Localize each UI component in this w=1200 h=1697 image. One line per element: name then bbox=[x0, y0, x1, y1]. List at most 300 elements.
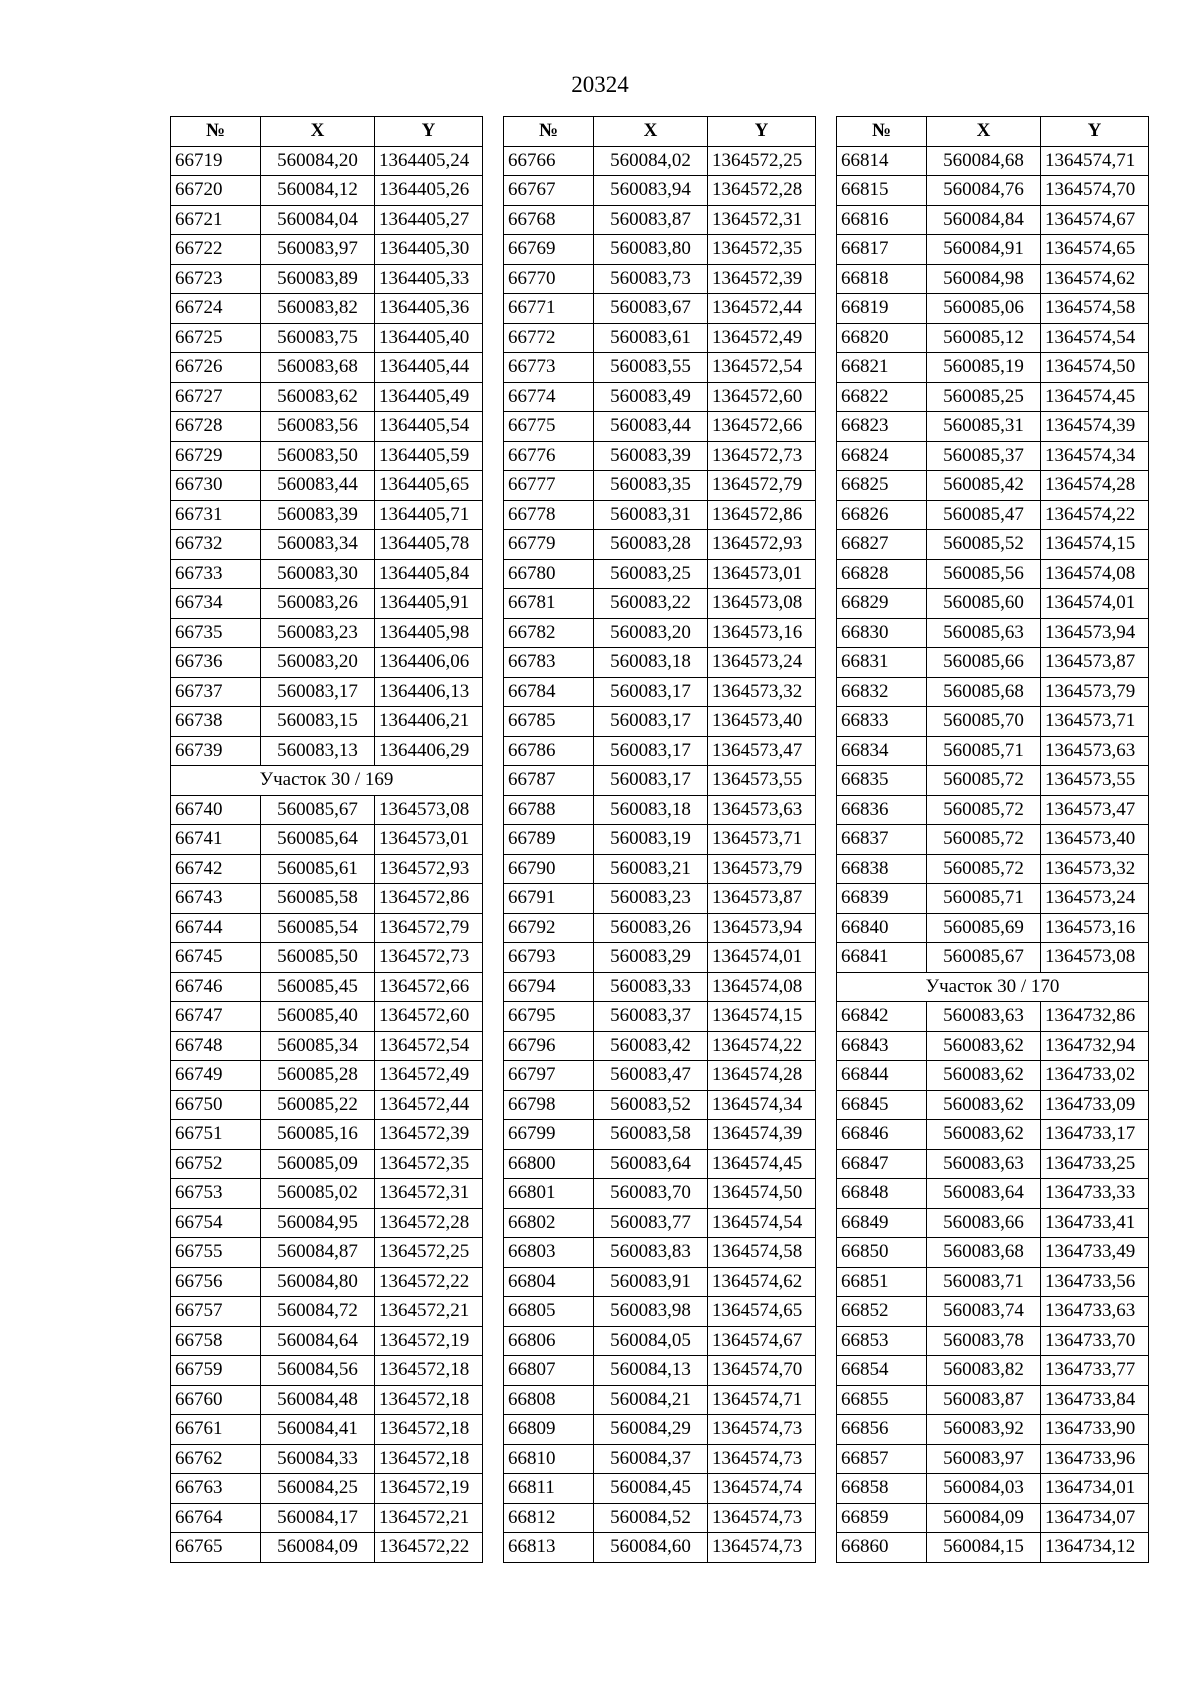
table-row bbox=[171, 1149, 483, 1179]
y-coordinate-cell: 1364733,84 bbox=[1041, 1385, 1149, 1415]
point-number-cell: 66835 bbox=[837, 766, 927, 796]
y-coordinate-cell: 1364572,79 bbox=[708, 471, 816, 501]
y-coordinate-cell: 1364406,13 bbox=[375, 677, 483, 707]
x-coordinate-cell: 560085,16 bbox=[261, 1120, 375, 1150]
table-row bbox=[171, 559, 483, 589]
x-coordinate-cell: 560083,19 bbox=[594, 825, 708, 855]
x-coordinate-cell: 560084,21 bbox=[594, 1385, 708, 1415]
x-coordinate-cell: 560083,62 bbox=[927, 1031, 1041, 1061]
point-number-cell: 66855 bbox=[837, 1385, 927, 1415]
x-coordinate-cell: 560083,61 bbox=[594, 323, 708, 353]
y-coordinate-cell: 1364572,49 bbox=[375, 1061, 483, 1091]
table-row bbox=[837, 1474, 1149, 1504]
point-number-cell: 66857 bbox=[837, 1444, 927, 1474]
x-coordinate-cell: 560083,15 bbox=[261, 707, 375, 737]
table-row bbox=[837, 1090, 1149, 1120]
table-row bbox=[837, 323, 1149, 353]
y-coordinate-cell: 1364733,33 bbox=[1041, 1179, 1149, 1209]
table-row bbox=[504, 648, 816, 678]
y-coordinate-cell: 1364574,58 bbox=[708, 1238, 816, 1268]
x-coordinate-cell: 560084,09 bbox=[927, 1503, 1041, 1533]
y-coordinate-cell: 1364574,62 bbox=[1041, 264, 1149, 294]
table-row bbox=[504, 795, 816, 825]
x-coordinate-cell: 560083,87 bbox=[594, 205, 708, 235]
y-coordinate-cell: 1364405,84 bbox=[375, 559, 483, 589]
point-number-cell: 66725 bbox=[171, 323, 261, 353]
x-coordinate-cell: 560084,17 bbox=[261, 1503, 375, 1533]
y-coordinate-cell: 1364574,71 bbox=[708, 1385, 816, 1415]
point-number-cell: 66729 bbox=[171, 441, 261, 471]
point-number-cell: 66822 bbox=[837, 382, 927, 412]
x-coordinate-cell: 560083,56 bbox=[261, 412, 375, 442]
x-coordinate-cell: 560083,17 bbox=[261, 677, 375, 707]
y-coordinate-cell: 1364574,22 bbox=[1041, 500, 1149, 530]
x-coordinate-cell: 560085,02 bbox=[261, 1179, 375, 1209]
x-coordinate-cell: 560085,52 bbox=[927, 530, 1041, 560]
table-row bbox=[171, 1120, 483, 1150]
x-coordinate-cell: 560084,29 bbox=[594, 1415, 708, 1445]
y-coordinate-cell: 1364574,58 bbox=[1041, 294, 1149, 324]
table-row bbox=[837, 530, 1149, 560]
point-number-cell: 66807 bbox=[504, 1356, 594, 1386]
point-number-cell: 66851 bbox=[837, 1267, 927, 1297]
point-number-cell: 66860 bbox=[837, 1533, 927, 1563]
y-coordinate-cell: 1364573,94 bbox=[708, 913, 816, 943]
y-coordinate-cell: 1364573,63 bbox=[1041, 736, 1149, 766]
x-coordinate-cell: 560085,61 bbox=[261, 854, 375, 884]
x-coordinate-cell: 560083,17 bbox=[594, 766, 708, 796]
section-label: Участок 30 / 170 bbox=[837, 972, 1149, 1002]
y-coordinate-cell: 1364574,73 bbox=[708, 1415, 816, 1445]
table-row bbox=[171, 1385, 483, 1415]
y-coordinate-cell: 1364572,39 bbox=[708, 264, 816, 294]
table-row bbox=[504, 1267, 816, 1297]
y-coordinate-cell: 1364405,30 bbox=[375, 235, 483, 265]
y-coordinate-cell: 1364572,28 bbox=[375, 1208, 483, 1238]
x-coordinate-cell: 560083,74 bbox=[927, 1297, 1041, 1327]
point-number-cell: 66795 bbox=[504, 1002, 594, 1032]
x-coordinate-cell: 560083,97 bbox=[261, 235, 375, 265]
y-coordinate-cell: 1364574,45 bbox=[708, 1149, 816, 1179]
point-number-cell: 66737 bbox=[171, 677, 261, 707]
x-coordinate-cell: 560083,77 bbox=[594, 1208, 708, 1238]
point-number-cell: 66787 bbox=[504, 766, 594, 796]
y-coordinate-cell: 1364574,15 bbox=[1041, 530, 1149, 560]
point-number-cell: 66744 bbox=[171, 913, 261, 943]
point-number-cell: 66841 bbox=[837, 943, 927, 973]
y-coordinate-cell: 1364574,54 bbox=[1041, 323, 1149, 353]
y-coordinate-cell: 1364573,47 bbox=[708, 736, 816, 766]
point-number-cell: 66846 bbox=[837, 1120, 927, 1150]
table-row bbox=[837, 1415, 1149, 1445]
point-number-cell: 66733 bbox=[171, 559, 261, 589]
table-row bbox=[837, 825, 1149, 855]
x-coordinate-cell: 560083,18 bbox=[594, 648, 708, 678]
point-number-cell: 66748 bbox=[171, 1031, 261, 1061]
table-row bbox=[504, 1238, 816, 1268]
point-number-cell: 66728 bbox=[171, 412, 261, 442]
point-number-cell: 66853 bbox=[837, 1326, 927, 1356]
y-coordinate-cell: 1364733,09 bbox=[1041, 1090, 1149, 1120]
header-x: X bbox=[261, 117, 375, 147]
point-number-cell: 66844 bbox=[837, 1061, 927, 1091]
table-row bbox=[171, 736, 483, 766]
point-number-cell: 66766 bbox=[504, 146, 594, 176]
y-coordinate-cell: 1364734,01 bbox=[1041, 1474, 1149, 1504]
y-coordinate-cell: 1364573,40 bbox=[708, 707, 816, 737]
y-coordinate-cell: 1364574,34 bbox=[708, 1090, 816, 1120]
table-row bbox=[837, 707, 1149, 737]
x-coordinate-cell: 560083,31 bbox=[594, 500, 708, 530]
y-coordinate-cell: 1364573,71 bbox=[1041, 707, 1149, 737]
x-coordinate-cell: 560083,47 bbox=[594, 1061, 708, 1091]
table-row bbox=[837, 795, 1149, 825]
point-number-cell: 66819 bbox=[837, 294, 927, 324]
point-number-cell: 66828 bbox=[837, 559, 927, 589]
table-row bbox=[837, 677, 1149, 707]
point-number-cell: 66773 bbox=[504, 353, 594, 383]
table-row bbox=[171, 913, 483, 943]
point-number-cell: 66767 bbox=[504, 176, 594, 206]
coordinate-table-1 bbox=[170, 116, 483, 1563]
point-number-cell: 66859 bbox=[837, 1503, 927, 1533]
y-coordinate-cell: 1364405,24 bbox=[375, 146, 483, 176]
point-number-cell: 66762 bbox=[171, 1444, 261, 1474]
y-coordinate-cell: 1364733,25 bbox=[1041, 1149, 1149, 1179]
table-row bbox=[504, 176, 816, 206]
y-coordinate-cell: 1364574,65 bbox=[1041, 235, 1149, 265]
header-number: № bbox=[837, 117, 927, 147]
point-number-cell: 66771 bbox=[504, 294, 594, 324]
y-coordinate-cell: 1364573,32 bbox=[1041, 854, 1149, 884]
table-row bbox=[837, 1179, 1149, 1209]
table-row bbox=[171, 412, 483, 442]
table-row bbox=[171, 1415, 483, 1445]
x-coordinate-cell: 560085,69 bbox=[927, 913, 1041, 943]
x-coordinate-cell: 560083,28 bbox=[594, 530, 708, 560]
y-coordinate-cell: 1364572,21 bbox=[375, 1297, 483, 1327]
y-coordinate-cell: 1364573,01 bbox=[708, 559, 816, 589]
header-y: Y bbox=[708, 117, 816, 147]
y-coordinate-cell: 1364574,73 bbox=[708, 1503, 816, 1533]
x-coordinate-cell: 560083,83 bbox=[594, 1238, 708, 1268]
y-coordinate-cell: 1364574,62 bbox=[708, 1267, 816, 1297]
table-row bbox=[171, 1297, 483, 1327]
x-coordinate-cell: 560083,64 bbox=[927, 1179, 1041, 1209]
x-coordinate-cell: 560083,17 bbox=[594, 707, 708, 737]
table-row bbox=[837, 589, 1149, 619]
table-row bbox=[837, 1031, 1149, 1061]
point-number-cell: 66755 bbox=[171, 1238, 261, 1268]
y-coordinate-cell: 1364405,65 bbox=[375, 471, 483, 501]
y-coordinate-cell: 1364572,21 bbox=[375, 1503, 483, 1533]
table-row bbox=[171, 825, 483, 855]
table-row bbox=[171, 1326, 483, 1356]
y-coordinate-cell: 1364574,50 bbox=[708, 1179, 816, 1209]
point-number-cell: 66798 bbox=[504, 1090, 594, 1120]
x-coordinate-cell: 560085,25 bbox=[927, 382, 1041, 412]
x-coordinate-cell: 560084,56 bbox=[261, 1356, 375, 1386]
point-number-cell: 66784 bbox=[504, 677, 594, 707]
x-coordinate-cell: 560083,50 bbox=[261, 441, 375, 471]
y-coordinate-cell: 1364573,08 bbox=[375, 795, 483, 825]
x-coordinate-cell: 560085,67 bbox=[261, 795, 375, 825]
point-number-cell: 66757 bbox=[171, 1297, 261, 1327]
point-number-cell: 66747 bbox=[171, 1002, 261, 1032]
table-row bbox=[171, 884, 483, 914]
table-row bbox=[504, 1090, 816, 1120]
table-row bbox=[504, 618, 816, 648]
page-number: 20324 bbox=[571, 72, 629, 97]
table-row bbox=[504, 1385, 816, 1415]
point-number-cell: 66746 bbox=[171, 972, 261, 1002]
point-number-cell: 66742 bbox=[171, 854, 261, 884]
point-number-cell: 66736 bbox=[171, 648, 261, 678]
y-coordinate-cell: 1364572,18 bbox=[375, 1356, 483, 1386]
y-coordinate-cell: 1364572,54 bbox=[375, 1031, 483, 1061]
y-coordinate-cell: 1364574,70 bbox=[708, 1356, 816, 1386]
point-number-cell: 66834 bbox=[837, 736, 927, 766]
y-coordinate-cell: 1364573,79 bbox=[1041, 677, 1149, 707]
table-row bbox=[837, 884, 1149, 914]
table-row bbox=[171, 235, 483, 265]
y-coordinate-cell: 1364572,35 bbox=[708, 235, 816, 265]
x-coordinate-cell: 560084,09 bbox=[261, 1533, 375, 1563]
point-number-cell: 66790 bbox=[504, 854, 594, 884]
y-coordinate-cell: 1364574,74 bbox=[708, 1474, 816, 1504]
table-row bbox=[837, 500, 1149, 530]
header-y: Y bbox=[375, 117, 483, 147]
x-coordinate-cell: 560085,54 bbox=[261, 913, 375, 943]
point-number-cell: 66845 bbox=[837, 1090, 927, 1120]
point-number-cell: 66801 bbox=[504, 1179, 594, 1209]
x-coordinate-cell: 560085,22 bbox=[261, 1090, 375, 1120]
point-number-cell: 66764 bbox=[171, 1503, 261, 1533]
x-coordinate-cell: 560083,39 bbox=[261, 500, 375, 530]
y-coordinate-cell: 1364733,41 bbox=[1041, 1208, 1149, 1238]
y-coordinate-cell: 1364572,28 bbox=[708, 176, 816, 206]
y-coordinate-cell: 1364733,49 bbox=[1041, 1238, 1149, 1268]
table-row bbox=[504, 825, 816, 855]
y-coordinate-cell: 1364732,94 bbox=[1041, 1031, 1149, 1061]
table-row bbox=[504, 854, 816, 884]
y-coordinate-cell: 1364574,39 bbox=[708, 1120, 816, 1150]
y-coordinate-cell: 1364574,73 bbox=[708, 1533, 816, 1563]
y-coordinate-cell: 1364734,07 bbox=[1041, 1503, 1149, 1533]
x-coordinate-cell: 560085,50 bbox=[261, 943, 375, 973]
y-coordinate-cell: 1364405,91 bbox=[375, 589, 483, 619]
y-coordinate-cell: 1364574,45 bbox=[1041, 382, 1149, 412]
point-number-cell: 66768 bbox=[504, 205, 594, 235]
point-number-cell: 66849 bbox=[837, 1208, 927, 1238]
x-coordinate-cell: 560083,62 bbox=[927, 1120, 1041, 1150]
y-coordinate-cell: 1364573,94 bbox=[1041, 618, 1149, 648]
x-coordinate-cell: 560083,39 bbox=[594, 441, 708, 471]
table-row bbox=[504, 589, 816, 619]
y-coordinate-cell: 1364573,40 bbox=[1041, 825, 1149, 855]
x-coordinate-cell: 560083,62 bbox=[927, 1061, 1041, 1091]
x-coordinate-cell: 560085,63 bbox=[927, 618, 1041, 648]
point-number-cell: 66808 bbox=[504, 1385, 594, 1415]
table-row bbox=[504, 353, 816, 383]
x-coordinate-cell: 560083,44 bbox=[261, 471, 375, 501]
table-row bbox=[837, 235, 1149, 265]
x-coordinate-cell: 560083,91 bbox=[594, 1267, 708, 1297]
y-coordinate-cell: 1364573,47 bbox=[1041, 795, 1149, 825]
table-row bbox=[504, 264, 816, 294]
table-row bbox=[171, 146, 483, 176]
x-coordinate-cell: 560083,49 bbox=[594, 382, 708, 412]
point-number-cell: 66750 bbox=[171, 1090, 261, 1120]
table-row bbox=[171, 1031, 483, 1061]
x-coordinate-cell: 560085,64 bbox=[261, 825, 375, 855]
table-row bbox=[171, 1474, 483, 1504]
x-coordinate-cell: 560084,37 bbox=[594, 1444, 708, 1474]
y-coordinate-cell: 1364572,44 bbox=[708, 294, 816, 324]
point-number-cell: 66730 bbox=[171, 471, 261, 501]
point-number-cell: 66854 bbox=[837, 1356, 927, 1386]
point-number-cell: 66758 bbox=[171, 1326, 261, 1356]
point-number-cell: 66759 bbox=[171, 1356, 261, 1386]
y-coordinate-cell: 1364405,27 bbox=[375, 205, 483, 235]
y-coordinate-cell: 1364406,29 bbox=[375, 736, 483, 766]
table-row bbox=[504, 146, 816, 176]
y-coordinate-cell: 1364733,90 bbox=[1041, 1415, 1149, 1445]
x-coordinate-cell: 560084,33 bbox=[261, 1444, 375, 1474]
x-coordinate-cell: 560084,60 bbox=[594, 1533, 708, 1563]
y-coordinate-cell: 1364573,87 bbox=[708, 884, 816, 914]
table-row bbox=[837, 559, 1149, 589]
table-row bbox=[171, 1503, 483, 1533]
header-number: № bbox=[504, 117, 594, 147]
point-number-cell: 66820 bbox=[837, 323, 927, 353]
x-coordinate-cell: 560084,45 bbox=[594, 1474, 708, 1504]
y-coordinate-cell: 1364405,98 bbox=[375, 618, 483, 648]
table-row bbox=[837, 1238, 1149, 1268]
x-coordinate-cell: 560084,13 bbox=[594, 1356, 708, 1386]
table-row bbox=[837, 913, 1149, 943]
y-coordinate-cell: 1364405,36 bbox=[375, 294, 483, 324]
table-row bbox=[504, 943, 816, 973]
x-coordinate-cell: 560084,98 bbox=[927, 264, 1041, 294]
y-coordinate-cell: 1364573,79 bbox=[708, 854, 816, 884]
table-row bbox=[504, 1120, 816, 1150]
x-coordinate-cell: 560084,03 bbox=[927, 1474, 1041, 1504]
y-coordinate-cell: 1364572,73 bbox=[708, 441, 816, 471]
point-number-cell: 66753 bbox=[171, 1179, 261, 1209]
x-coordinate-cell: 560084,72 bbox=[261, 1297, 375, 1327]
table-row bbox=[171, 618, 483, 648]
x-coordinate-cell: 560083,37 bbox=[594, 1002, 708, 1032]
y-coordinate-cell: 1364572,35 bbox=[375, 1149, 483, 1179]
x-coordinate-cell: 560084,91 bbox=[927, 235, 1041, 265]
point-number-cell: 66830 bbox=[837, 618, 927, 648]
point-number-cell: 66726 bbox=[171, 353, 261, 383]
table-row bbox=[837, 648, 1149, 678]
table-row bbox=[504, 559, 816, 589]
point-number-cell: 66821 bbox=[837, 353, 927, 383]
point-number-cell: 66739 bbox=[171, 736, 261, 766]
x-coordinate-cell: 560083,20 bbox=[261, 648, 375, 678]
point-number-cell: 66842 bbox=[837, 1002, 927, 1032]
y-coordinate-cell: 1364405,26 bbox=[375, 176, 483, 206]
y-coordinate-cell: 1364572,39 bbox=[375, 1120, 483, 1150]
point-number-cell: 66741 bbox=[171, 825, 261, 855]
x-coordinate-cell: 560084,64 bbox=[261, 1326, 375, 1356]
y-coordinate-cell: 1364733,63 bbox=[1041, 1297, 1149, 1327]
x-coordinate-cell: 560085,72 bbox=[927, 795, 1041, 825]
y-coordinate-cell: 1364573,71 bbox=[708, 825, 816, 855]
table-row bbox=[837, 353, 1149, 383]
y-coordinate-cell: 1364572,31 bbox=[708, 205, 816, 235]
table-header-row bbox=[837, 117, 1149, 147]
x-coordinate-cell: 560085,72 bbox=[927, 825, 1041, 855]
y-coordinate-cell: 1364574,22 bbox=[708, 1031, 816, 1061]
x-coordinate-cell: 560083,30 bbox=[261, 559, 375, 589]
point-number-cell: 66788 bbox=[504, 795, 594, 825]
point-number-cell: 66791 bbox=[504, 884, 594, 914]
y-coordinate-cell: 1364573,16 bbox=[1041, 913, 1149, 943]
table-row bbox=[837, 854, 1149, 884]
table-row bbox=[504, 1149, 816, 1179]
table-row bbox=[837, 1002, 1149, 1032]
point-number-cell: 66797 bbox=[504, 1061, 594, 1091]
x-coordinate-cell: 560083,25 bbox=[594, 559, 708, 589]
x-coordinate-cell: 560084,02 bbox=[594, 146, 708, 176]
y-coordinate-cell: 1364405,59 bbox=[375, 441, 483, 471]
x-coordinate-cell: 560085,40 bbox=[261, 1002, 375, 1032]
x-coordinate-cell: 560083,21 bbox=[594, 854, 708, 884]
point-number-cell: 66802 bbox=[504, 1208, 594, 1238]
y-coordinate-cell: 1364572,60 bbox=[375, 1002, 483, 1032]
x-coordinate-cell: 560085,37 bbox=[927, 441, 1041, 471]
x-coordinate-cell: 560083,23 bbox=[261, 618, 375, 648]
point-number-cell: 66756 bbox=[171, 1267, 261, 1297]
x-coordinate-cell: 560083,63 bbox=[927, 1149, 1041, 1179]
point-number-cell: 66785 bbox=[504, 707, 594, 737]
x-coordinate-cell: 560083,68 bbox=[261, 353, 375, 383]
point-number-cell: 66832 bbox=[837, 677, 927, 707]
point-number-cell: 66799 bbox=[504, 1120, 594, 1150]
point-number-cell: 66796 bbox=[504, 1031, 594, 1061]
y-coordinate-cell: 1364405,71 bbox=[375, 500, 483, 530]
point-number-cell: 66778 bbox=[504, 500, 594, 530]
x-coordinate-cell: 560085,66 bbox=[927, 648, 1041, 678]
x-coordinate-cell: 560085,70 bbox=[927, 707, 1041, 737]
point-number-cell: 66817 bbox=[837, 235, 927, 265]
x-coordinate-cell: 560083,64 bbox=[594, 1149, 708, 1179]
y-coordinate-cell: 1364574,71 bbox=[1041, 146, 1149, 176]
x-coordinate-cell: 560083,80 bbox=[594, 235, 708, 265]
table-row bbox=[504, 323, 816, 353]
y-coordinate-cell: 1364572,49 bbox=[708, 323, 816, 353]
point-number-cell: 66789 bbox=[504, 825, 594, 855]
point-number-cell: 66792 bbox=[504, 913, 594, 943]
point-number-cell: 66814 bbox=[837, 146, 927, 176]
table-row bbox=[504, 1533, 816, 1563]
table-row bbox=[171, 1533, 483, 1563]
point-number-cell: 66731 bbox=[171, 500, 261, 530]
table-row bbox=[504, 1503, 816, 1533]
point-number-cell: 66852 bbox=[837, 1297, 927, 1327]
point-number-cell: 66847 bbox=[837, 1149, 927, 1179]
y-coordinate-cell: 1364406,06 bbox=[375, 648, 483, 678]
x-coordinate-cell: 560083,98 bbox=[594, 1297, 708, 1327]
x-coordinate-cell: 560084,68 bbox=[927, 146, 1041, 176]
y-coordinate-cell: 1364572,79 bbox=[375, 913, 483, 943]
point-number-cell: 66815 bbox=[837, 176, 927, 206]
y-coordinate-cell: 1364573,01 bbox=[375, 825, 483, 855]
